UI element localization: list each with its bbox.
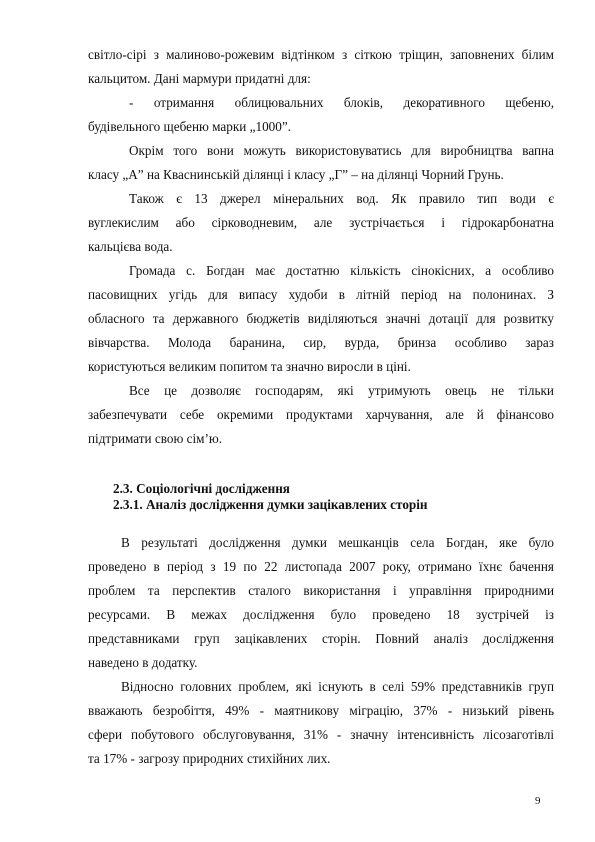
- text-line: Також є 13 джерел мінеральних вод. Як правило тип води є: [129, 191, 554, 206]
- text-line: кальцієва вода.: [88, 239, 173, 254]
- text-line: ресурсами. В межах дослідження було проведено 18 зустрічей із: [88, 607, 554, 622]
- text-line: проведено в період з 19 по 22 листопада 2007 року, отримано їхнє бачення: [88, 559, 554, 574]
- text-line: підтримати свою сім’ю.: [88, 431, 223, 446]
- text-line: - отримання облицювальних блоків, декоративного щебеню,: [129, 95, 554, 110]
- text-line: користуються великим попитом та значно виросли в ціні.: [88, 359, 411, 374]
- text-line: вуглекислим або сірководневим, але зустрічається і гідрокарбонатна: [88, 215, 554, 230]
- text-line: проблем та перспектив сталого використання і управління природними: [88, 583, 554, 598]
- text-line: В результаті дослідження думки мешканців села Богдан, яке було: [121, 535, 554, 550]
- page-number: 9: [535, 795, 541, 807]
- text-line: обласного та державного бюджетів виділяються значні дотації для розвитку: [88, 311, 554, 326]
- text-line: класу „А” на Кваснинській ділянці і класу „Г” – на ділянці Чорний Грунь.: [88, 167, 504, 182]
- text-line: Все це дозволяє господарям, які утримують овець не тільки: [129, 383, 554, 398]
- section-heading: 2.3. Соціологічні дослідження: [113, 481, 290, 496]
- text-line: наведено в додатку.: [88, 655, 198, 670]
- subsection-heading: 2.3.1. Аналіз дослідження думки зацікавлених сторін: [113, 497, 428, 512]
- text-line: світло-сірі з малиново-рожевим відтінком з сіткою тріщин, заповнених білим: [88, 47, 554, 62]
- text-line: пасовищних угідь для випасу худоби в літній період на полонинах. З: [88, 287, 554, 302]
- text-line: будівельного щебеню марки „1000”.: [88, 119, 292, 134]
- text-line: та 17% - загрозу природних стихійних лих.: [88, 751, 331, 766]
- text-line: вважають безробіття, 49% - маятникову міграцію, 37% - низький рівень: [88, 703, 554, 718]
- text-line: вівчарства. Молода баранина, сир, вурда, бринза особливо зараз: [88, 335, 554, 350]
- text-line: сфери побутового обслуговування, 31% - значну інтенсивність лісозаготівлі: [88, 727, 554, 742]
- text-line: кальцитом. Дані мармури придатні для:: [88, 71, 311, 86]
- text-line: Відносно головних проблем, які існують в селі 59% представників груп: [121, 679, 554, 694]
- text-line: Окрім того вони можуть використовуватись для виробництва вапна: [129, 143, 554, 158]
- text-line: Громада с. Богдан має достатню кількість сінокісних, а особливо: [129, 263, 554, 278]
- text-line: представниками груп зацікавлених сторін. Повний аналіз дослідження: [88, 631, 554, 646]
- text-line: забезпечувати себе окремими продуктами харчування, але й фінансово: [88, 407, 554, 422]
